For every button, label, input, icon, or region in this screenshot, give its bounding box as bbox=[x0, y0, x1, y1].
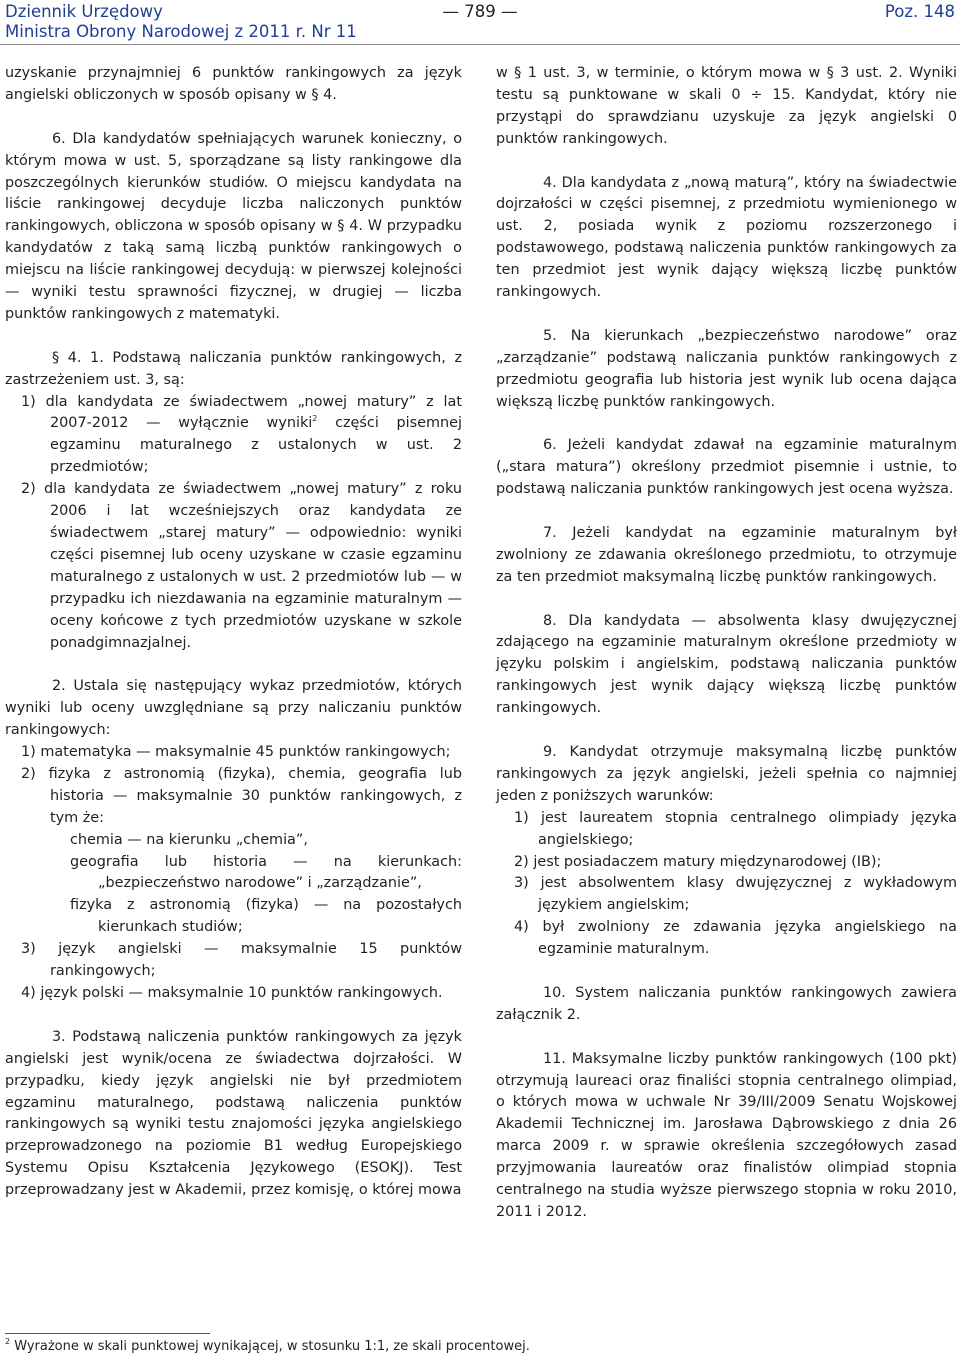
footnote-divider bbox=[5, 1333, 210, 1334]
left-column bbox=[5, 63, 462, 1202]
journal-title-line2: Ministra Obrony Narodowej z 2011 r. Nr 11 bbox=[5, 22, 357, 41]
section-4-2-item-2: 2) fizyka z astronomią (fizyka), chemia, geografia lub historia — maksymalnie 30 punktów rankingowych, z tym że: bbox=[21, 765, 462, 826]
section-4-9-item-2: 2) jest posiadaczem matury międzynarodowej (IB); bbox=[514, 853, 882, 870]
footnote bbox=[5, 1338, 530, 1356]
section-4-9-item-4: 4) był zwolniony ze zdawania języka angielskiego na egzaminie maturalnym. bbox=[514, 919, 957, 958]
section-4-1-item-2: 2) dla kandydata ze świadectwem „nowej matury” z roku 2006 i lat wcześniejszych oraz kandydata ze świadectwem „starej matury” — odpowiednio: wyniki części pisemnej lub oceny uzyskane w czasie egzaminu maturalnego z ustalonych w ust. 2 przedmiotów lub — w przypadku ich niezdawania na egzaminie maturalnym — oceny końcowe z tych przedmiotów uzyskane w szkole ponadgimnazjalnej. bbox=[21, 481, 462, 651]
section-4-2-subitem-1: chemia — na kierunku „chemia”, bbox=[70, 831, 308, 848]
right-column bbox=[496, 63, 957, 1224]
section-4-2: 2. Ustala się następujący wykaz przedmiotów, których wyniki lub oceny uwzględniane są przy naliczaniu punktów rankingowych: bbox=[5, 678, 462, 739]
section-4-4: 4. Dla kandydata z „nową maturą”, który na świadectwie dojrzałości w części pisemnej, z przedmiotu wymienionego w ust. 2, posiada wynik z poziomu rozszerzonego i podstawowego, podstawą naliczenia punktów rankingowych za ten przedmiot jest wynik dający większą liczbę punktów rankingowych. bbox=[496, 174, 957, 301]
section-4-2-subitem-3: fizyka z astronomią (fizyka) — na pozostałych kierunkach studiów; bbox=[70, 897, 462, 936]
header-divider bbox=[0, 44, 960, 45]
section-4-2-subitem-2: geografia lub historia — na kierunkach: „bezpieczeństwo narodowe” i „zarządzanie”, bbox=[70, 853, 462, 892]
section-4-7: 7. Jeżeli kandydat na egzaminie maturalnym był zwolniony ze zdawania określonego przedmiotu, to otrzymuje za ten przedmiot maksymalną liczbę punktów rankingowych. bbox=[496, 524, 957, 585]
section-4-1: § 4. 1. Podstawą naliczania punktów rankingowych, z zastrzeżeniem ust. 3, są: bbox=[5, 349, 462, 388]
intro-paragraph: uzyskanie przynajmniej 6 punktów rankingowych za język angielski obliczonych w sposób opisany w § 4. bbox=[5, 65, 462, 103]
section-4-2-item-1: 1) matematyka — maksymalnie 45 punktów rankingowych; bbox=[21, 744, 451, 761]
continuation-paragraph: w § 1 ust. 3, w terminie, o którym mowa w § 3 ust. 2. Wyniki testu są punktowane w skali 0 ÷ 15. Kandydat, który nie przystąpi do sprawdzianu uzyskuje za język angielski 0 punktów rankingowych. bbox=[496, 65, 957, 147]
footnote-marker: 2 bbox=[5, 1337, 11, 1346]
paragraph-3-6: 6. Dla kandydatów spełniających warunek konieczny, o którym mowa w ust. 5, sporządzane są listy rankingowe dla poszczególnych kierunków studiów. O miejscu kandydata na liście rankingowej decyduje liczba naliczonych punktów rankingowych, obliczona w sposób opisany w § 4. W przypadku kandydatów z taką samą liczbą punktów rankingowych o miejscu na liście rankingowej decydują: w pierwszej kolejności — wyniki testu sprawności fizycznej, w drugiej — liczba punktów rankingowych z matematyki. bbox=[5, 130, 462, 322]
section-4-6: 6. Jeżeli kandydat zdawał na egzaminie maturalnym („stara matura”) określony przedmiot pisemnie i ustnie, to podstawą naliczania punktów rankingowych jest ocena wyższa. bbox=[496, 437, 957, 498]
journal-title-line1: Dziennik Urzędowy bbox=[5, 2, 163, 21]
section-4-11: 11. Maksymalne liczby punktów rankingowych (100 pkt) otrzymują laureaci oraz finaliści stopnia centralnego olimpiad, o których mowa w uchwale Nr 39/III/2009 Senatu Wojskowej Akademii Technicznej im. Jarosława Dąbrowskiego z dnia 26 marca 2009 r. w sprawie określenia szczegółowych zasad przyjmowania laureatów oraz finalistów olimpiad stopnia centralnego na studia wyższe pierwszego stopnia w roku 2010, 2011 i 2012. bbox=[496, 1050, 957, 1220]
page-number: — 789 — bbox=[442, 2, 518, 21]
item-text-end: części pisemnej egzaminu maturalnego z ustalonych w ust. 2 przedmiotów; bbox=[50, 415, 462, 476]
page-header bbox=[0, 0, 960, 46]
section-4-9-item-3: 3) jest absolwentem klasy dwujęzycznej z wykładowym językiem angielskim; bbox=[514, 875, 957, 914]
section-4-3: 3. Podstawą naliczenia punktów rankingowych za język angielski jest wynik/ocena ze świadectwa dojrzałości. W przypadku, kiedy język angielski nie był przedmiotem egzaminu maturalnego, podstawą naliczenia punktów rankingowych są wyniki testu znajomości języka angielskiego przeprowadzonego na poziomie B1 według Europejskiego Systemu Opisu Kształcenia Językowego (ESOKJ). Test przeprowadzany jest w Akademii, przez komisję, o której mowa bbox=[5, 1028, 462, 1199]
section-4-10: 10. System naliczania punktów rankingowych zawiera załącznik 2. bbox=[496, 984, 957, 1023]
section-4-2-item-4: 4) język polski — maksymalnie 10 punktów rankingowych. bbox=[21, 985, 443, 1002]
section-4-9: 9. Kandydat otrzymuje maksymalną liczbę punktów rankingowych za język angielski, jeżeli spełnia co najmniej jeden z poniższych warunków: bbox=[496, 744, 957, 804]
section-4-8: 8. Dla kandydata — absolwenta klasy dwujęzycznej zdającego na egzaminie maturalnym określone przedmioty w języku polskim i angielskim, podstawą naliczania punktów rankingowych jest wynik dający większą liczbę punktów rankingowych. bbox=[496, 612, 957, 717]
footnote-ref: 2 bbox=[312, 414, 318, 424]
section-4-2-item-3: 3) język angielski — maksymalnie 15 punktów rankingowych; bbox=[21, 941, 462, 980]
item-text: 1) dla kandydata ze świadectwem „nowej matury” z lat 2007-2012 — wyłącznie wyniki bbox=[21, 393, 462, 432]
section-4-9-item-1: 1) jest laureatem stopnia centralnego olimpiady języka angielskiego; bbox=[514, 809, 957, 848]
position-number: Poz. 148 bbox=[884, 2, 955, 21]
section-4-5: 5. Na kierunkach „bezpieczeństwo narodowe” oraz „zarządzanie” podstawą naliczania punktów rankingowych z przedmiotu geografia lub historia jest wynik lub ocena dająca większą liczbę punktów rankingowych. bbox=[496, 327, 957, 410]
section-4-1-item-1 bbox=[5, 392, 462, 480]
footnote-text: Wyrażone w skali punktowej wynikającej, w stosunku 1:1, ze skali procentowej. bbox=[10, 1339, 530, 1354]
